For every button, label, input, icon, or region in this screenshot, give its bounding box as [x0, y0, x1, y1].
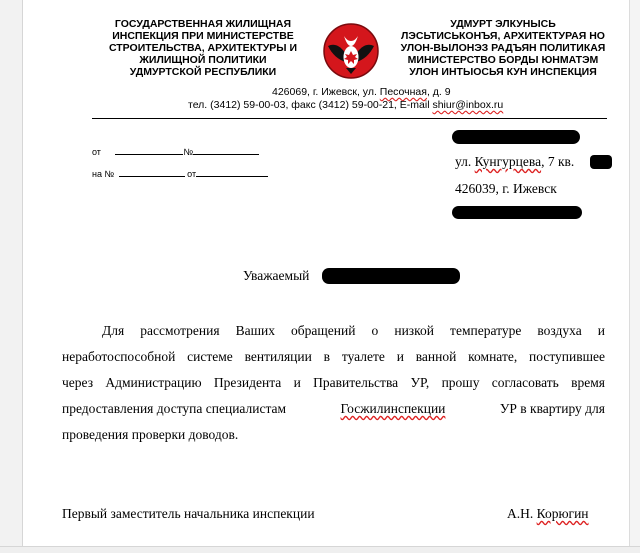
window-left-edge — [0, 0, 23, 553]
sender-address — [272, 86, 451, 98]
address-prefix: 426069, г. Ижевск, ул. — [272, 86, 377, 98]
org-name-line: СТРОИТЕЛЬСТВА, АРХИТЕКТУРЫ И — [108, 42, 298, 54]
udmurt-coat-of-arms-icon — [322, 22, 380, 80]
contacts-phone-fax: тел. (3412) 59-00-03, факс (3412) 59-00-21, E-mail — [188, 99, 430, 111]
org-name-line: УДМУРТ ЭЛКУНЫСЬ — [450, 18, 556, 30]
redacted-apartment-number — [590, 155, 612, 169]
signatory-name — [507, 506, 589, 522]
signatory-title: Первый заместитель начальника инспекции — [62, 506, 315, 521]
street-name: Кунгурцева — [474, 154, 542, 169]
org-name-line: ЖИЛИЩНОЙ ПОЛИТИКИ — [139, 54, 267, 66]
address-street: Песочная — [379, 86, 427, 98]
number-blank — [193, 146, 259, 155]
body-line-start: предоставления доступа специалистам — [62, 401, 287, 416]
reply-to-registration-field — [92, 168, 268, 179]
redacted-recipient-initials — [452, 206, 582, 219]
outgoing-registration-field — [92, 146, 259, 157]
body-line: через Администрацию Президента и Правительства УР, прошу согласовать время — [62, 375, 605, 390]
body-line — [62, 396, 605, 422]
reply-number-label: на № — [92, 169, 115, 179]
org-name-russian — [98, 18, 308, 78]
org-name-line: УДМУРТСКОЙ РЕСПУБЛИКИ — [129, 66, 277, 78]
body-line-agency: Госжилинспекции — [340, 401, 446, 416]
signatory-initials: А.Н. — [507, 506, 534, 521]
address-suffix: , д. 9 — [426, 86, 451, 98]
letter-body — [62, 318, 605, 448]
body-line: проведения проверки доводов. — [62, 427, 239, 442]
sender-contacts — [188, 99, 503, 111]
body-line: неработоспособной системе вентиляции в туалете и ванной комнате, поступившее — [62, 349, 605, 364]
greeting: Уважаемый — [243, 268, 310, 283]
window-bottom-edge — [0, 546, 640, 553]
reply-date-blank — [196, 168, 268, 177]
street-suffix: , 7 кв. — [541, 154, 575, 169]
recipient-street — [455, 154, 574, 170]
signatory-surname: Корюгин — [536, 506, 589, 521]
org-name-udmurt — [388, 18, 618, 78]
redacted-addressee-name — [322, 268, 460, 284]
org-name-line: ЛЭСЬТИСЬКОНЪЯ, АРХИТЕКТУРАЯ НО — [401, 30, 605, 42]
redacted-recipient-name — [452, 130, 580, 144]
reply-number-blank — [119, 168, 185, 177]
reply-date-label: от — [187, 169, 197, 179]
org-name-line: МИНИСТЕРСТВО БОРДЫ ЮНМАТЭМ — [407, 54, 599, 66]
body-line: Для рассмотрения Ваших обращений о низкой температуре воздуха и — [102, 323, 605, 338]
street-prefix: ул. — [455, 154, 472, 169]
org-name-line: УЛОН ИНТЫОСЬЯ КУН ИНСПЕКЦИЯ — [409, 66, 597, 78]
date-blank — [115, 146, 183, 155]
number-sign: № — [183, 147, 194, 157]
org-name-line: ГОСУДАРСТВЕННАЯ ЖИЛИЩНАЯ — [114, 18, 292, 30]
contacts-email: shiur@inbox.ru — [432, 99, 504, 111]
org-name-line: УЛОН-ВЫЛОНЭЗ РАДЪЯН ПОЛИТИКАЯ — [400, 42, 606, 54]
window-right-edge — [629, 0, 640, 553]
body-line-end: УР в квартиру для — [499, 401, 605, 416]
recipient-city: 426039, г. Ижевск — [455, 181, 557, 196]
date-label: от — [92, 147, 101, 157]
org-name-line: ИНСПЕКЦИЯ ПРИ МИНИСТЕРСТВЕ — [112, 30, 294, 42]
letterhead-divider — [92, 118, 607, 119]
